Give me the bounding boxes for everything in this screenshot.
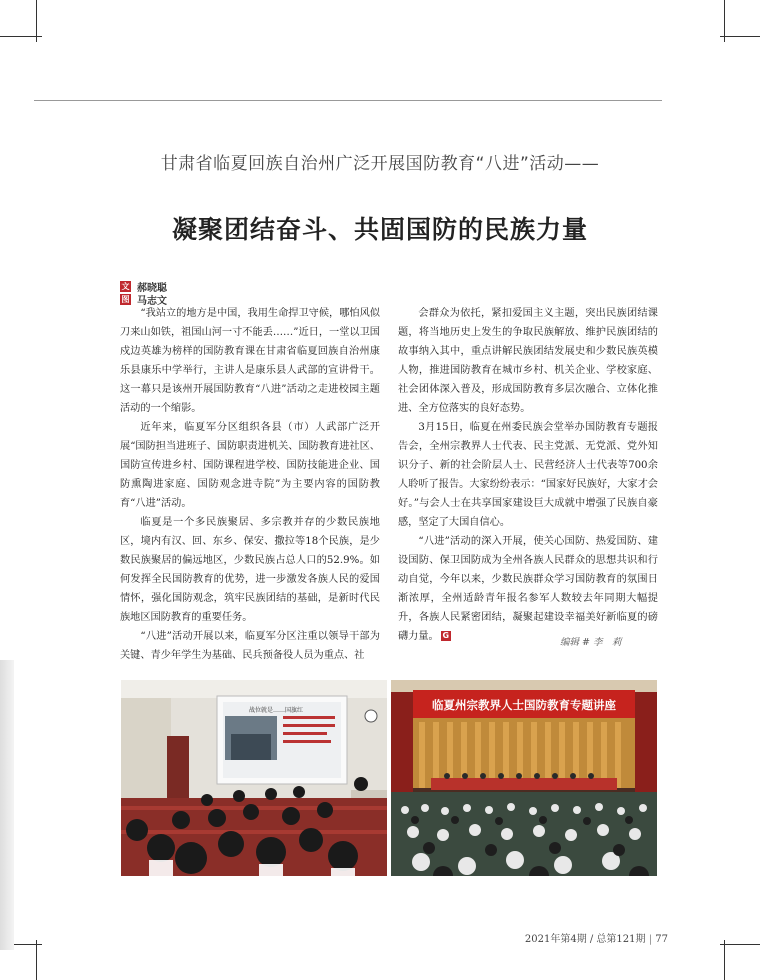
paragraph: 近年来，临夏军分区组织各县（市）人武部广泛开展“国防担当进班子、国防职责进机关、国防教育进社区、国防宣传进乡村、国防课程进学校、国防技能进企业、国防熏陶进家庭、国防观念进寺院”为主要内容的国防教育“八进”活动。	[120, 422, 380, 509]
author-name: 郝晓聪	[137, 283, 167, 294]
banner-text: 临夏州宗教界人士国防教育专题讲座	[432, 698, 616, 712]
paragraph: 3月15日，临夏在州委民族会堂举办国防教育专题报告会，全州宗教界人士代表、民主党派、无党派、党外知识分子、新的社会阶层人士、民营经济人士代表等700余人聆听了报告。大家纷纷表示：“国家好民族好，大家才会好。”与会人士在共享国家建设巨大成就中增强了民族自豪感，坚定了大国自信心。	[398, 422, 658, 528]
paragraph: 会群众为依托，紧扣爱国主义主题，突出民族团结课题，将当地历史上发生的争取民族解放、维护民族团结的故事纳入其中，重点讲解民族团结发展史和少数民族英模人物，推进国防教育在城市乡村、机关企业、学校家庭、社会团体深入普及，形成国防教育多层次融合、立体化推进、全方位落实的良好态势。	[398, 308, 658, 414]
photographer-name: 马志文	[137, 296, 167, 307]
page-edge-strip	[0, 660, 14, 950]
crop-mark	[720, 36, 760, 37]
paragraph-last	[398, 532, 658, 646]
article-column-right	[398, 304, 658, 646]
auditorium-photo	[391, 680, 657, 876]
crop-mark	[36, 0, 37, 42]
end-mark-icon: G	[442, 631, 450, 640]
byline-tag-text: 文	[121, 282, 130, 291]
page-footer	[525, 930, 668, 945]
paragraph: 临夏是一个多民族聚居、多宗教并存的少数民族地区，境内有汉、回、东乡、保安、撒拉等18个民族，是少数民族聚居的偏远地区，少数民族占总人口的52.9%。如何发挥全民国防教育的优势，进一步激发各族人民的爱国情怀，强化国防观念，筑牢民族团结的基础，是新时代民族地区国防教育的重要任务。	[120, 517, 380, 623]
footer-divider: |	[648, 934, 656, 945]
page-number: 77	[655, 934, 668, 945]
paragraph: “我站立的地方是中国，我用生命捍卫守候，哪怕风似刀来山如铁，祖国山河一寸不能丢……”近日，一堂以卫国戍边英雄为榜样的国防教育课在甘肃省临夏回族自治州康乐县康乐中学举行，主讲人是康乐县人武部的宣讲骨干。这一幕只是该州开展国防教育“八进”活动之走进校园主题活动的一个缩影。	[120, 308, 380, 414]
crop-mark	[724, 0, 725, 42]
slide-title: 战位就是……国旗红	[249, 707, 304, 714]
article-kicker: 甘肃省临夏回族自治州广泛开展国防教育“八进”活动——	[160, 154, 600, 174]
crop-mark	[720, 944, 760, 945]
classroom-photo	[121, 680, 387, 876]
crop-mark	[36, 940, 37, 980]
editor-credit: 编辑 # 李 莉	[560, 637, 622, 648]
issue-info: 2021年第4期 / 总第121期	[524, 934, 646, 945]
article-title: 凝聚团结奋斗、共固国防的民族力量	[171, 215, 588, 244]
bylines	[120, 280, 167, 306]
byline-tag-photo: 图	[121, 295, 130, 304]
article-column-left	[120, 304, 380, 665]
crop-mark	[724, 940, 725, 980]
header-rule	[34, 100, 662, 101]
paragraph-text: “八进”活动的深入开展，使关心国防、热爱国防、建设国防、保卫国防成为全州各族人民群众的思想共识和行动自觉，今年以来，少数民族群众学习国防教育的氛围日渐浓厚，全州适龄青年报名参军人数较去年同期大幅提升，各族人民紧密团结，凝聚起建设幸福美好新临夏的磅礴力量。	[398, 536, 658, 642]
paragraph: “八进”活动开展以来，临夏军分区注重以领导干部为关键、青少年学生为基础、民兵预备役人员为重点、社	[120, 631, 380, 661]
